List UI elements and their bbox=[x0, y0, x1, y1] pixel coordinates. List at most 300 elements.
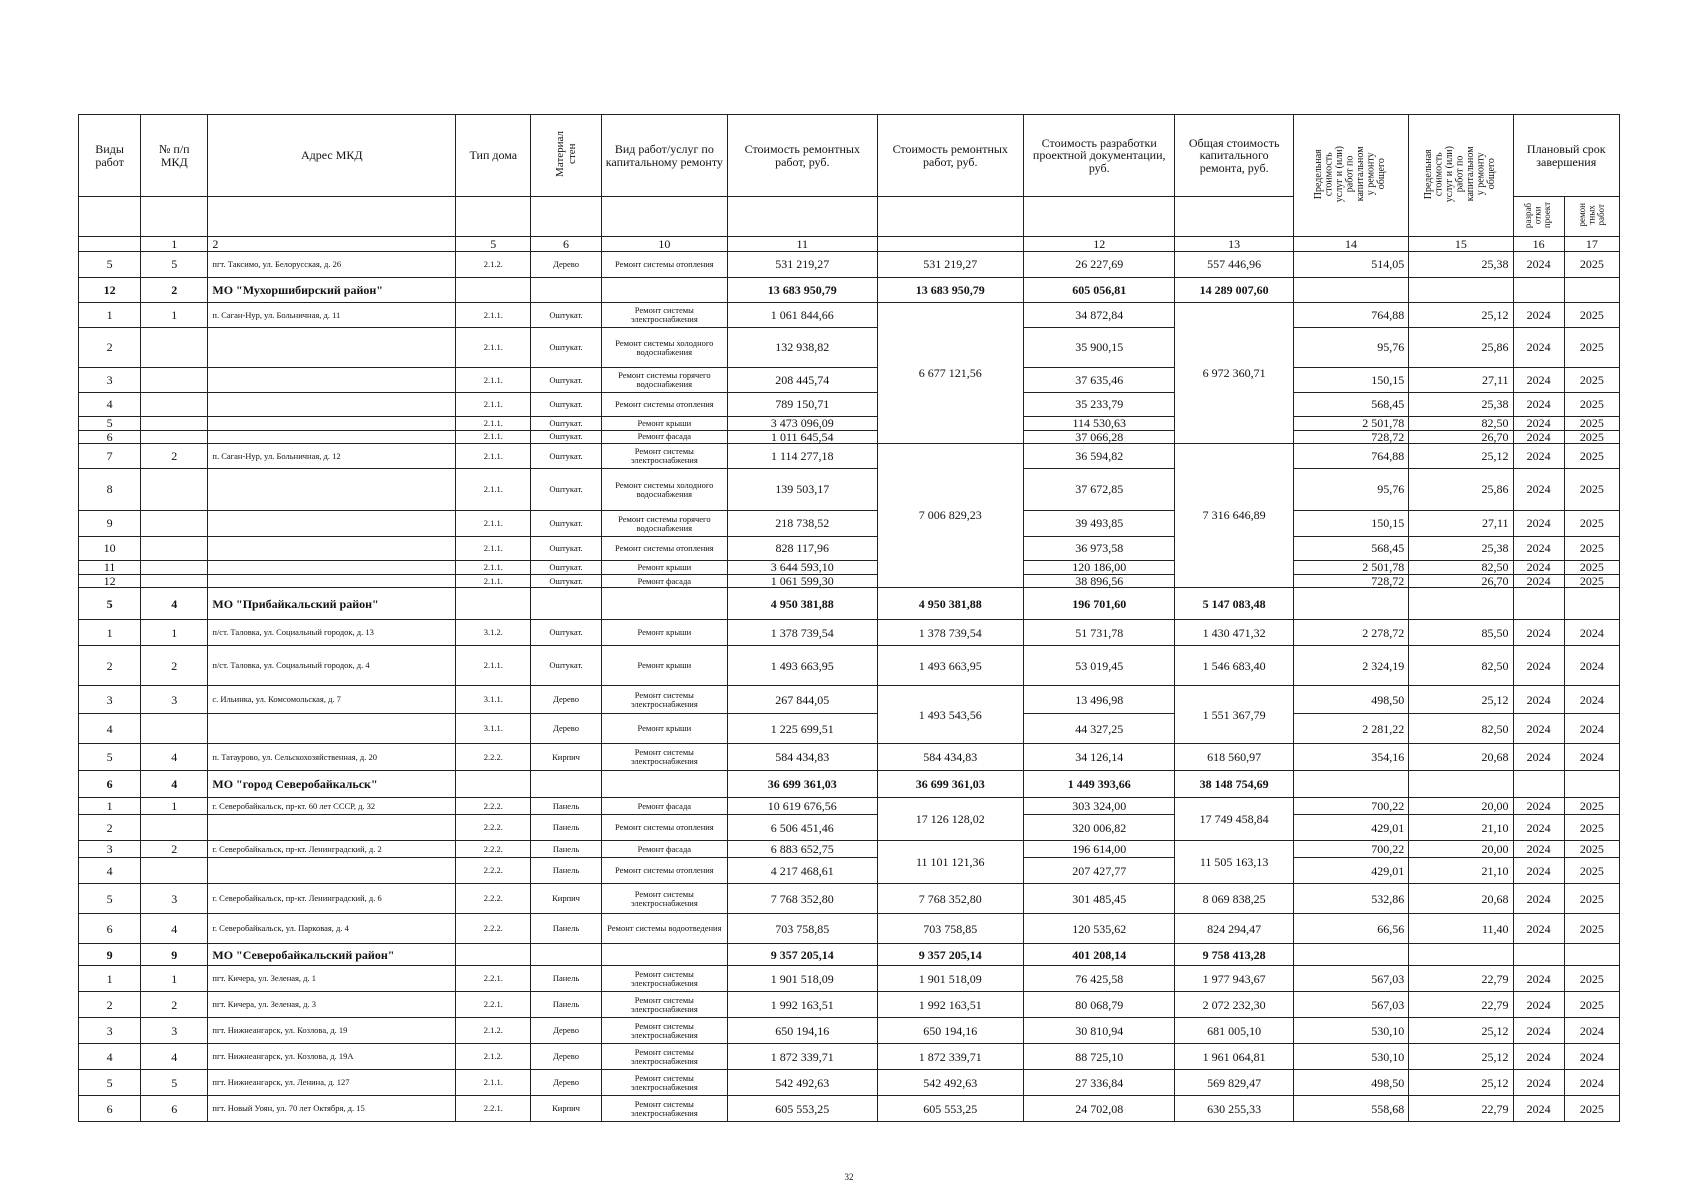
cell-a: 3 bbox=[79, 686, 141, 714]
cell-y16: 2024 bbox=[1513, 252, 1564, 278]
cell-s13: 6 972 360,71 bbox=[1175, 303, 1293, 444]
cell-vid: Ремонт фасада bbox=[601, 430, 727, 444]
cell-s15: 82,50 bbox=[1409, 714, 1513, 744]
cell-y16: 2024 bbox=[1513, 368, 1564, 393]
cell-s11: 267 844,05 bbox=[728, 686, 877, 714]
table-row bbox=[79, 561, 1620, 575]
cell-s12: 1 449 393,66 bbox=[1023, 771, 1174, 798]
cell-vid: Ремонт системы электроснабжения bbox=[601, 884, 727, 914]
cell-s15: 82,50 bbox=[1409, 561, 1513, 575]
cell-y17: 2025 bbox=[1564, 252, 1619, 278]
cell-addr: г. Северобайкальск, ул. Парковая, д. 4 bbox=[208, 914, 456, 944]
cell-s12: 37 672,85 bbox=[1023, 469, 1174, 511]
cell-vid: Ремонт системы отопления bbox=[601, 393, 727, 417]
table-row bbox=[79, 841, 1620, 858]
cell-s11: 1 061 844,66 bbox=[728, 303, 877, 328]
cell-y16: 2024 bbox=[1513, 815, 1564, 841]
table-row bbox=[79, 393, 1620, 417]
cell-title: МО "Мухоршибирский район" bbox=[208, 278, 456, 303]
column-number: 2 bbox=[208, 237, 456, 252]
column-number: 14 bbox=[1293, 237, 1408, 252]
cell-tip: 2.2.2. bbox=[456, 798, 531, 815]
cell-y16: 2024 bbox=[1513, 714, 1564, 744]
cell-s14: 514,05 bbox=[1293, 252, 1408, 278]
cell-s12: 13 496,98 bbox=[1023, 686, 1174, 714]
cell-mat: Панель bbox=[531, 798, 601, 815]
cell-y16: 2024 bbox=[1513, 444, 1564, 469]
cell-y17: 2025 bbox=[1564, 914, 1619, 944]
cell-s12: 303 324,00 bbox=[1023, 798, 1174, 815]
cell-b: 4 bbox=[141, 771, 208, 798]
cell-y16: 2024 bbox=[1513, 744, 1564, 771]
header-limit-cost-2: Предельная стоимость услуг и (или) работ по капитальном у ремонту общего bbox=[1409, 115, 1513, 237]
cell-s15: 21,10 bbox=[1409, 815, 1513, 841]
header-design-cost: Стоимость разработки проектной документации, руб. bbox=[1023, 115, 1174, 197]
cell-mat: Оштукат. bbox=[531, 444, 601, 469]
cell-s11: 703 758,85 bbox=[728, 914, 877, 944]
cell-vid: Ремонт фасада bbox=[601, 574, 727, 588]
cell-b: 9 bbox=[141, 944, 208, 966]
cell-addr: с. Ильинка, ул. Комсомольская, д. 7 bbox=[208, 686, 456, 714]
table-row bbox=[79, 511, 1620, 537]
cell-b: 1 bbox=[141, 798, 208, 815]
cell-s13: 11 505 163,13 bbox=[1175, 841, 1293, 884]
cell-mat: Кирпич bbox=[531, 1096, 601, 1122]
cell-s15: 25,12 bbox=[1409, 1070, 1513, 1096]
cell-a: 2 bbox=[79, 992, 141, 1018]
cell-s11b: 13 683 950,79 bbox=[877, 278, 1023, 303]
cell-s14: 568,45 bbox=[1293, 537, 1408, 561]
cell-s11: 1 061 599,30 bbox=[728, 574, 877, 588]
cell-s14: 728,72 bbox=[1293, 430, 1408, 444]
cell-addr bbox=[208, 858, 456, 884]
cell-s11b: 1 493 663,95 bbox=[877, 646, 1023, 686]
cell-s11: 6 506 451,46 bbox=[728, 815, 877, 841]
cell-s13: 38 148 754,69 bbox=[1175, 771, 1293, 798]
cell-vid: Ремонт системы отопления bbox=[601, 252, 727, 278]
cell-s11b: 17 126 128,02 bbox=[877, 798, 1023, 841]
cell-s14: 354,16 bbox=[1293, 744, 1408, 771]
cell-title: МО "Северобайкальский район" bbox=[208, 944, 456, 966]
cell-s15: 22,79 bbox=[1409, 992, 1513, 1018]
cell-a: 8 bbox=[79, 469, 141, 511]
cell-s13: 681 005,10 bbox=[1175, 1018, 1293, 1044]
cell-mat: Панель bbox=[531, 966, 601, 992]
cell-vid: Ремонт системы отопления bbox=[601, 815, 727, 841]
cell-a: 5 bbox=[79, 744, 141, 771]
cell-b bbox=[141, 511, 208, 537]
cell-b bbox=[141, 417, 208, 431]
column-number: 5 bbox=[456, 237, 531, 252]
cell-s11b: 9 357 205,14 bbox=[877, 944, 1023, 966]
cell-mat: Оштукат. bbox=[531, 417, 601, 431]
table-row bbox=[79, 444, 1620, 469]
cell-s13: 17 749 458,84 bbox=[1175, 798, 1293, 841]
cell-s14: 429,01 bbox=[1293, 815, 1408, 841]
cell-b bbox=[141, 368, 208, 393]
cell-s14: 66,56 bbox=[1293, 914, 1408, 944]
cell-y17: 2025 bbox=[1564, 966, 1619, 992]
cell-vid: Ремонт системы электроснабжения bbox=[601, 444, 727, 469]
cell-mat: Дерево bbox=[531, 1044, 601, 1070]
cell-y16: 2024 bbox=[1513, 646, 1564, 686]
cell-s11b: 584 434,83 bbox=[877, 744, 1023, 771]
cell-s14: 429,01 bbox=[1293, 858, 1408, 884]
cell-addr bbox=[208, 430, 456, 444]
cell-s11: 9 357 205,14 bbox=[728, 944, 877, 966]
cell-vid: Ремонт системы электроснабжения bbox=[601, 303, 727, 328]
cell-vid: Ремонт системы электроснабжения bbox=[601, 686, 727, 714]
cell-s11: 4 217 468,61 bbox=[728, 858, 877, 884]
cell-s11: 132 938,82 bbox=[728, 328, 877, 368]
cell-y16: 2024 bbox=[1513, 1018, 1564, 1044]
cell-y16: 2024 bbox=[1513, 537, 1564, 561]
cell-a: 2 bbox=[79, 815, 141, 841]
cell-s11b: 1 872 339,71 bbox=[877, 1044, 1023, 1070]
cell-s12: 27 336,84 bbox=[1023, 1070, 1174, 1096]
cell-s12: 196 614,00 bbox=[1023, 841, 1174, 858]
table-row bbox=[79, 417, 1620, 431]
cell-s13: 7 316 646,89 bbox=[1175, 444, 1293, 588]
cell-y17: 2025 bbox=[1564, 858, 1619, 884]
cell-y16: 2024 bbox=[1513, 511, 1564, 537]
cell-s12: 38 896,56 bbox=[1023, 574, 1174, 588]
cell-s15: 25,12 bbox=[1409, 686, 1513, 714]
cell-b: 3 bbox=[141, 686, 208, 714]
cell-b bbox=[141, 430, 208, 444]
cell-s11b: 6 677 121,56 bbox=[877, 303, 1023, 444]
cell-s13: 9 758 413,28 bbox=[1175, 944, 1293, 966]
cell-a: 4 bbox=[79, 714, 141, 744]
header-deadline-repair: ремон тных работ bbox=[1564, 197, 1619, 237]
cell-addr: п/ст. Таловка, ул. Социальный городок, д. 13 bbox=[208, 620, 456, 646]
cell-a: 1 bbox=[79, 798, 141, 815]
cell-vid: Ремонт системы электроснабжения bbox=[601, 966, 727, 992]
cell-a: 5 bbox=[79, 1070, 141, 1096]
cell-s11b: 1 378 739,54 bbox=[877, 620, 1023, 646]
cell-vid: Ремонт системы горячего водоснабжения bbox=[601, 368, 727, 393]
cell-s12: 80 068,79 bbox=[1023, 992, 1174, 1018]
cell-b bbox=[141, 537, 208, 561]
cell-b bbox=[141, 574, 208, 588]
cell-s12: 30 810,94 bbox=[1023, 1018, 1174, 1044]
cell-y17: 2025 bbox=[1564, 841, 1619, 858]
cell-a: 9 bbox=[79, 511, 141, 537]
cell-a: 5 bbox=[79, 588, 141, 620]
cell-tip: 2.2.2. bbox=[456, 914, 531, 944]
table-row bbox=[79, 1018, 1620, 1044]
cell-y16: 2024 bbox=[1513, 798, 1564, 815]
cell-s11b: 531 219,27 bbox=[877, 252, 1023, 278]
cell-s14: 95,76 bbox=[1293, 469, 1408, 511]
cell-s13: 630 255,33 bbox=[1175, 1096, 1293, 1122]
cell-y16: 2024 bbox=[1513, 430, 1564, 444]
cell-s11b: 703 758,85 bbox=[877, 914, 1023, 944]
cell-tip: 2.1.1. bbox=[456, 393, 531, 417]
cell-s15: 22,79 bbox=[1409, 966, 1513, 992]
cell-b: 3 bbox=[141, 1018, 208, 1044]
cell-y16: 2024 bbox=[1513, 417, 1564, 431]
cell-title: МО "Прибайкальский район" bbox=[208, 588, 456, 620]
cell-s14: 2 278,72 bbox=[1293, 620, 1408, 646]
cell-addr bbox=[208, 537, 456, 561]
cell-s14: 2 501,78 bbox=[1293, 561, 1408, 575]
header-vid-rabot: Виды работ bbox=[79, 115, 141, 197]
cell-mat: Оштукат. bbox=[531, 511, 601, 537]
cell-s11: 1 872 339,71 bbox=[728, 1044, 877, 1070]
column-numbers-row bbox=[79, 237, 1620, 252]
cell-s11: 1 493 663,95 bbox=[728, 646, 877, 686]
cell-s13: 1 546 683,40 bbox=[1175, 646, 1293, 686]
table-row bbox=[79, 303, 1620, 328]
cell-s11: 13 683 950,79 bbox=[728, 278, 877, 303]
cell-vid: Ремонт системы электроснабжения bbox=[601, 1044, 727, 1070]
cell-s12: 401 208,14 bbox=[1023, 944, 1174, 966]
cell-tip: 2.1.1. bbox=[456, 561, 531, 575]
cell-addr: г. Северобайкальск, пр-кт. 60 лет СССР, д. 32 bbox=[208, 798, 456, 815]
cell-a: 5 bbox=[79, 884, 141, 914]
cell-tip: 2.1.1. bbox=[456, 444, 531, 469]
column-number bbox=[877, 237, 1023, 252]
cell-tip: 2.1.1. bbox=[456, 574, 531, 588]
cell-y16: 2024 bbox=[1513, 858, 1564, 884]
cell-vid: Ремонт крыши bbox=[601, 714, 727, 744]
column-number bbox=[79, 237, 141, 252]
cell-s11: 789 150,71 bbox=[728, 393, 877, 417]
cell-mat: Оштукат. bbox=[531, 561, 601, 575]
cell-vid: Ремонт системы электроснабжения bbox=[601, 744, 727, 771]
cell-s12: 37 635,46 bbox=[1023, 368, 1174, 393]
cell-addr bbox=[208, 561, 456, 575]
cell-s14: 558,68 bbox=[1293, 1096, 1408, 1122]
cell-s13: 824 294,47 bbox=[1175, 914, 1293, 944]
header-total-cost: Общая стоимость капитального ремонта, руб. bbox=[1175, 115, 1293, 197]
cell-s12: 88 725,10 bbox=[1023, 1044, 1174, 1070]
cell-s11b: 4 950 381,88 bbox=[877, 588, 1023, 620]
header-work-type: Вид работ/услуг по капитальному ремонту bbox=[601, 115, 727, 197]
table-row bbox=[79, 646, 1620, 686]
table-row bbox=[79, 574, 1620, 588]
cell-s12: 51 731,78 bbox=[1023, 620, 1174, 646]
cell-s11b: 542 492,63 bbox=[877, 1070, 1023, 1096]
cell-tip: 2.1.2. bbox=[456, 1044, 531, 1070]
header-wall-material: Материал стен bbox=[531, 115, 601, 197]
cell-vid: Ремонт системы горячего водоснабжения bbox=[601, 511, 727, 537]
header-repair-cost-2: Стоимость ремонтных работ, руб. bbox=[877, 115, 1023, 197]
cell-s15: 11,40 bbox=[1409, 914, 1513, 944]
cell-s11: 4 950 381,88 bbox=[728, 588, 877, 620]
cell-s15: 25,86 bbox=[1409, 328, 1513, 368]
table-row bbox=[79, 966, 1620, 992]
header-deadline-design: разраб отки проект bbox=[1513, 197, 1564, 237]
cell-y16: 2024 bbox=[1513, 561, 1564, 575]
cell-s12: 76 425,58 bbox=[1023, 966, 1174, 992]
cell-s11b: 36 699 361,03 bbox=[877, 771, 1023, 798]
cell-y17: 2025 bbox=[1564, 417, 1619, 431]
cell-y16: 2024 bbox=[1513, 1070, 1564, 1096]
cell-y16: 2024 bbox=[1513, 1096, 1564, 1122]
cell-addr: пгт. Нижнеангарск, ул. Козлова, д. 19 bbox=[208, 1018, 456, 1044]
cell-b: 6 bbox=[141, 1096, 208, 1122]
cell-s15: 25,12 bbox=[1409, 1018, 1513, 1044]
cell-addr bbox=[208, 574, 456, 588]
cell-s11b: 1 493 543,56 bbox=[877, 686, 1023, 744]
cell-tip: 3.1.1. bbox=[456, 686, 531, 714]
cell-s11: 3 644 593,10 bbox=[728, 561, 877, 575]
cell-y17: 2024 bbox=[1564, 714, 1619, 744]
cell-s11b: 7 768 352,80 bbox=[877, 884, 1023, 914]
column-number: 17 bbox=[1564, 237, 1619, 252]
cell-b: 5 bbox=[141, 1070, 208, 1096]
cell-y16: 2024 bbox=[1513, 469, 1564, 511]
cell-s15: 25,12 bbox=[1409, 444, 1513, 469]
cell-y16: 2024 bbox=[1513, 914, 1564, 944]
cell-y17: 2025 bbox=[1564, 393, 1619, 417]
cell-b: 1 bbox=[141, 966, 208, 992]
table-row bbox=[79, 620, 1620, 646]
table-row bbox=[79, 537, 1620, 561]
cell-y16: 2024 bbox=[1513, 884, 1564, 914]
cell-s12: 34 126,14 bbox=[1023, 744, 1174, 771]
cell-s15: 20,68 bbox=[1409, 884, 1513, 914]
table-row bbox=[79, 798, 1620, 815]
cell-tip: 2.2.2. bbox=[456, 858, 531, 884]
cell-a: 5 bbox=[79, 252, 141, 278]
cell-mat: Панель bbox=[531, 858, 601, 884]
cell-s14: 498,50 bbox=[1293, 686, 1408, 714]
cell-tip: 2.1.1. bbox=[456, 511, 531, 537]
cell-s15: 82,50 bbox=[1409, 417, 1513, 431]
cell-s14: 95,76 bbox=[1293, 328, 1408, 368]
cell-a: 10 bbox=[79, 537, 141, 561]
cell-addr: пгт. Кичера, ул. Зеленая, д. 1 bbox=[208, 966, 456, 992]
cell-y17: 2025 bbox=[1564, 444, 1619, 469]
cell-s11: 1 011 645,54 bbox=[728, 430, 877, 444]
cell-b bbox=[141, 815, 208, 841]
cell-s12: 120 535,62 bbox=[1023, 914, 1174, 944]
cell-s11: 1 992 163,51 bbox=[728, 992, 877, 1018]
cell-y17: 2025 bbox=[1564, 815, 1619, 841]
cell-s14: 532,86 bbox=[1293, 884, 1408, 914]
cell-a: 11 bbox=[79, 561, 141, 575]
cell-addr: п. Саган-Нур, ул. Больничная, д. 11 bbox=[208, 303, 456, 328]
cell-mat: Оштукат. bbox=[531, 537, 601, 561]
table-row bbox=[79, 469, 1620, 511]
cell-s12: 301 485,45 bbox=[1023, 884, 1174, 914]
table-row bbox=[79, 368, 1620, 393]
cell-mat: Оштукат. bbox=[531, 646, 601, 686]
cell-b: 4 bbox=[141, 744, 208, 771]
cell-a: 6 bbox=[79, 914, 141, 944]
cell-addr bbox=[208, 469, 456, 511]
cell-s11: 3 473 096,09 bbox=[728, 417, 877, 431]
cell-y16: 2024 bbox=[1513, 328, 1564, 368]
cell-s12: 35 900,15 bbox=[1023, 328, 1174, 368]
cell-mat: Дерево bbox=[531, 252, 601, 278]
cell-mat: Дерево bbox=[531, 1018, 601, 1044]
cell-vid: Ремонт системы холодного водоснабжения bbox=[601, 469, 727, 511]
cell-vid: Ремонт фасада bbox=[601, 841, 727, 858]
cell-s15: 20,68 bbox=[1409, 744, 1513, 771]
cell-tip: 2.1.1. bbox=[456, 537, 531, 561]
cell-y17: 2024 bbox=[1564, 646, 1619, 686]
cell-mat: Оштукат. bbox=[531, 393, 601, 417]
cell-y16: 2024 bbox=[1513, 303, 1564, 328]
cell-y17: 2025 bbox=[1564, 574, 1619, 588]
cell-b: 2 bbox=[141, 992, 208, 1018]
cell-mat: Оштукат. bbox=[531, 328, 601, 368]
cell-b: 1 bbox=[141, 303, 208, 328]
cell-s14: 567,03 bbox=[1293, 992, 1408, 1018]
cell-tip: 2.2.2. bbox=[456, 815, 531, 841]
cell-s15: 25,12 bbox=[1409, 1044, 1513, 1070]
cell-mat: Панель bbox=[531, 992, 601, 1018]
cell-mat: Панель bbox=[531, 914, 601, 944]
cell-s12: 36 973,58 bbox=[1023, 537, 1174, 561]
cell-vid: Ремонт крыши bbox=[601, 561, 727, 575]
cell-s13: 557 446,96 bbox=[1175, 252, 1293, 278]
cell-s11: 7 768 352,80 bbox=[728, 884, 877, 914]
table-row bbox=[79, 328, 1620, 368]
cell-mat: Панель bbox=[531, 841, 601, 858]
table-row bbox=[79, 686, 1620, 714]
cell-s12: 53 019,45 bbox=[1023, 646, 1174, 686]
cell-a: 12 bbox=[79, 278, 141, 303]
cell-a: 2 bbox=[79, 646, 141, 686]
table-row bbox=[79, 914, 1620, 944]
cell-s14: 2 281,22 bbox=[1293, 714, 1408, 744]
cell-s12: 35 233,79 bbox=[1023, 393, 1174, 417]
cell-addr: пгт. Таксимо, ул. Белорусская, д. 26 bbox=[208, 252, 456, 278]
cell-b bbox=[141, 328, 208, 368]
cell-tip: 2.1.1. bbox=[456, 368, 531, 393]
cell-s13: 1 551 367,79 bbox=[1175, 686, 1293, 744]
cell-a: 3 bbox=[79, 841, 141, 858]
cell-mat: Оштукат. bbox=[531, 620, 601, 646]
cell-s11: 1 114 277,18 bbox=[728, 444, 877, 469]
cell-tip: 2.1.1. bbox=[456, 1070, 531, 1096]
cell-s14: 700,22 bbox=[1293, 841, 1408, 858]
section-row bbox=[79, 771, 1620, 798]
cell-s12: 320 006,82 bbox=[1023, 815, 1174, 841]
cell-b bbox=[141, 714, 208, 744]
cell-vid: Ремонт системы отопления bbox=[601, 537, 727, 561]
cell-a: 4 bbox=[79, 1044, 141, 1070]
cell-y17: 2025 bbox=[1564, 884, 1619, 914]
cell-y17: 2024 bbox=[1564, 620, 1619, 646]
cell-s12: 37 066,28 bbox=[1023, 430, 1174, 444]
cell-s12: 44 327,25 bbox=[1023, 714, 1174, 744]
cell-b bbox=[141, 858, 208, 884]
cell-b: 2 bbox=[141, 646, 208, 686]
cell-y17: 2024 bbox=[1564, 1044, 1619, 1070]
cell-title: МО "город Северобайкальск" bbox=[208, 771, 456, 798]
cell-s11: 10 619 676,56 bbox=[728, 798, 877, 815]
cell-s15: 25,38 bbox=[1409, 393, 1513, 417]
cell-mat: Кирпич bbox=[531, 744, 601, 771]
cell-s11b: 7 006 829,23 bbox=[877, 444, 1023, 588]
column-number: 10 bbox=[601, 237, 727, 252]
cell-y17: 2025 bbox=[1564, 368, 1619, 393]
cell-s13: 14 289 007,60 bbox=[1175, 278, 1293, 303]
page-number: 32 bbox=[844, 1172, 854, 1182]
table-row bbox=[79, 992, 1620, 1018]
cell-s11b: 650 194,16 bbox=[877, 1018, 1023, 1044]
cell-addr: пгт. Кичера, ул. Зеленая, д. 3 bbox=[208, 992, 456, 1018]
cell-b: 4 bbox=[141, 588, 208, 620]
cell-y16: 2024 bbox=[1513, 1044, 1564, 1070]
cell-y17: 2025 bbox=[1564, 430, 1619, 444]
